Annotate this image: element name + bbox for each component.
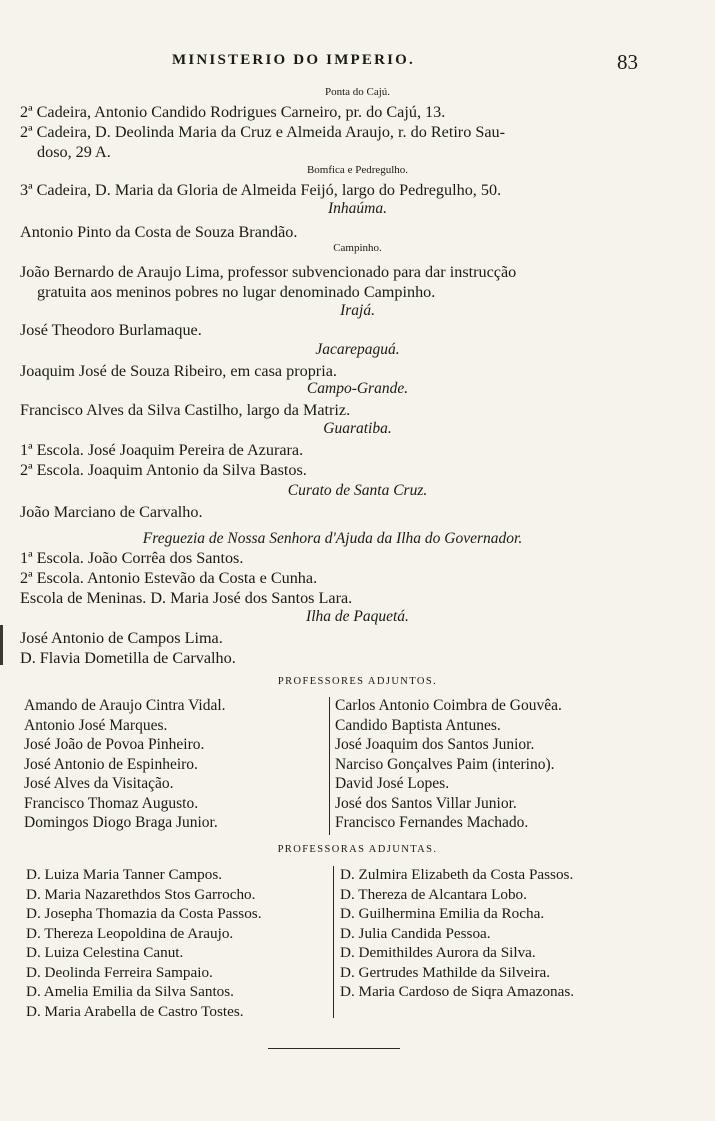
locality-heading: Irajá. xyxy=(340,302,375,319)
name-entry: José Antonio de Espinheiro. xyxy=(24,755,198,773)
name-entry: D. Josepha Thomazia da Costa Passos. xyxy=(26,905,262,922)
name-entry: D. Guilhermina Emilia da Rocha. xyxy=(340,905,545,922)
name-entry: D. Maria Cardoso de Siqra Amazonas. xyxy=(340,983,575,1000)
name-entry: José dos Santos Villar Junior. xyxy=(335,794,517,812)
column-divider xyxy=(333,866,334,1018)
name-entry: D. Thereza Leopoldina de Araujo. xyxy=(26,924,234,942)
locality-heading: Guaratiba. xyxy=(323,420,392,437)
locality-heading: Freguezia de Nossa Senhora d'Ajuda da Ilha do Governador. xyxy=(142,530,523,547)
entry-line: João Marciano de Carvalho. xyxy=(20,503,203,521)
header-title: MINISTERIO DO IMPERIO. xyxy=(172,52,416,68)
name-entry: José Joaquim dos Santos Junior. xyxy=(335,736,535,753)
name-entry: D. Thereza de Alcantara Lobo. xyxy=(340,885,527,903)
entry-line: D. Flavia Dometilla de Carvalho. xyxy=(20,649,236,667)
entry-line: 1ª Escola. João Corrêa dos Santos. xyxy=(20,549,244,567)
entry-line: 2ª Cadeira, D. Deolinda Maria da Cruz e Almeida Araujo, r. do Retiro Sau- xyxy=(20,123,506,141)
name-entry: Francisco Fernandes Machado. xyxy=(335,814,529,831)
name-entry: D. Maria Nazarethdos Stos Garrocho. xyxy=(26,885,256,903)
entry-line: José Antonio de Campos Lima. xyxy=(20,629,223,647)
name-entry: D. Amelia Emilia da Silva Santos. xyxy=(26,983,234,1000)
name-entry: Amando de Araujo Cintra Vidal. xyxy=(24,697,226,714)
name-entry: David José Lopes. xyxy=(335,775,450,792)
name-entry: D. Luiza Celestina Canut. xyxy=(26,944,184,961)
name-entry: D. Luiza Maria Tanner Campos. xyxy=(26,866,223,883)
name-entry: D. Deolinda Ferreira Sampaio. xyxy=(26,963,213,981)
name-entry: Antonio José Marques. xyxy=(24,716,168,734)
professores-adjuntos-left-column xyxy=(24,696,226,833)
locality-heading: Inhaúma. xyxy=(328,200,387,217)
entry-line: 1ª Escola. José Joaquim Pereira de Azurara. xyxy=(20,441,304,459)
professoras-adjuntas-right-column xyxy=(340,865,574,1002)
locality-heading: Curato de Santa Cruz. xyxy=(287,482,428,499)
column-divider xyxy=(329,697,330,835)
name-entry: D. Julia Candida Pessoa. xyxy=(340,924,491,942)
locality-heading: Ilha de Paquetá. xyxy=(306,608,409,625)
entry-line: João Bernardo de Araujo Lima, professor subvencionado para dar instrucção xyxy=(20,263,517,281)
entry-line-continuation: gratuita aos meninos pobres no lugar denominado Campinho. xyxy=(37,283,436,301)
entry-line: Antonio Pinto da Costa de Souza Brandão. xyxy=(20,223,298,241)
professoras-adjuntas-left-column xyxy=(26,865,262,1021)
section-heading-professores-adjuntos: PROFESSORES ADJUNTOS. xyxy=(277,676,438,687)
locality-heading: Campo-Grande. xyxy=(306,380,409,397)
name-entry: Domingos Diogo Braga Junior. xyxy=(24,814,218,831)
locality-heading: Jacarepaguá. xyxy=(315,341,400,358)
entry-line: 2ª Cadeira, Antonio Candido Rodrigues Carneiro, pr. do Cajú, 13. xyxy=(20,103,446,121)
closing-rule xyxy=(268,1048,400,1049)
professores-adjuntos-right-column xyxy=(335,696,562,833)
running-header xyxy=(0,50,715,76)
locality-heading: Campinho. xyxy=(333,242,382,254)
entry-line: 3ª Cadeira, D. Maria da Gloria de Almeida Feijó, largo do Pedregulho, 50. xyxy=(20,181,502,199)
entry-line: Escola de Meninas. D. Maria José dos Santos Lara. xyxy=(20,589,353,607)
entry-line: Francisco Alves da Silva Castilho, largo da Matriz. xyxy=(20,401,351,419)
locality-heading: Bomfica e Pedregulho. xyxy=(306,164,409,176)
name-entry: Francisco Thomaz Augusto. xyxy=(24,794,199,812)
entry-line-continuation: doso, 29 A. xyxy=(37,143,111,161)
margin-mark xyxy=(0,625,3,665)
name-entry: Candido Baptista Antunes. xyxy=(335,716,501,734)
name-entry: Narciso Gonçalves Paim (interino). xyxy=(335,755,555,773)
name-entry: D. Demithildes Aurora da Silva. xyxy=(340,944,536,961)
page-number: 83 xyxy=(617,50,638,74)
name-entry: D. Zulmira Elizabeth da Costa Passos. xyxy=(340,866,574,883)
entry-line: José Theodoro Burlamaque. xyxy=(20,321,202,339)
name-entry: Carlos Antonio Coimbra de Gouvêa. xyxy=(335,697,562,714)
entry-line: 2ª Escola. Joaquim Antonio da Silva Bastos. xyxy=(20,461,307,479)
name-entry: D. Gertrudes Mathilde da Silveira. xyxy=(340,963,551,981)
name-entry: José Alves da Visitação. xyxy=(24,775,174,792)
locality-heading: Ponta do Cajú. xyxy=(324,86,391,98)
entry-line: Joaquim José de Souza Ribeiro, em casa propria. xyxy=(20,362,337,380)
name-entry: D. Maria Arabella de Castro Tostes. xyxy=(26,1002,244,1020)
name-entry: José João de Povoa Pinheiro. xyxy=(24,736,205,753)
entry-line: 2ª Escola. Antonio Estevão da Costa e Cunha. xyxy=(20,569,318,587)
section-heading-professoras-adjuntas: PROFESSORAS ADJUNTAS. xyxy=(277,844,438,855)
